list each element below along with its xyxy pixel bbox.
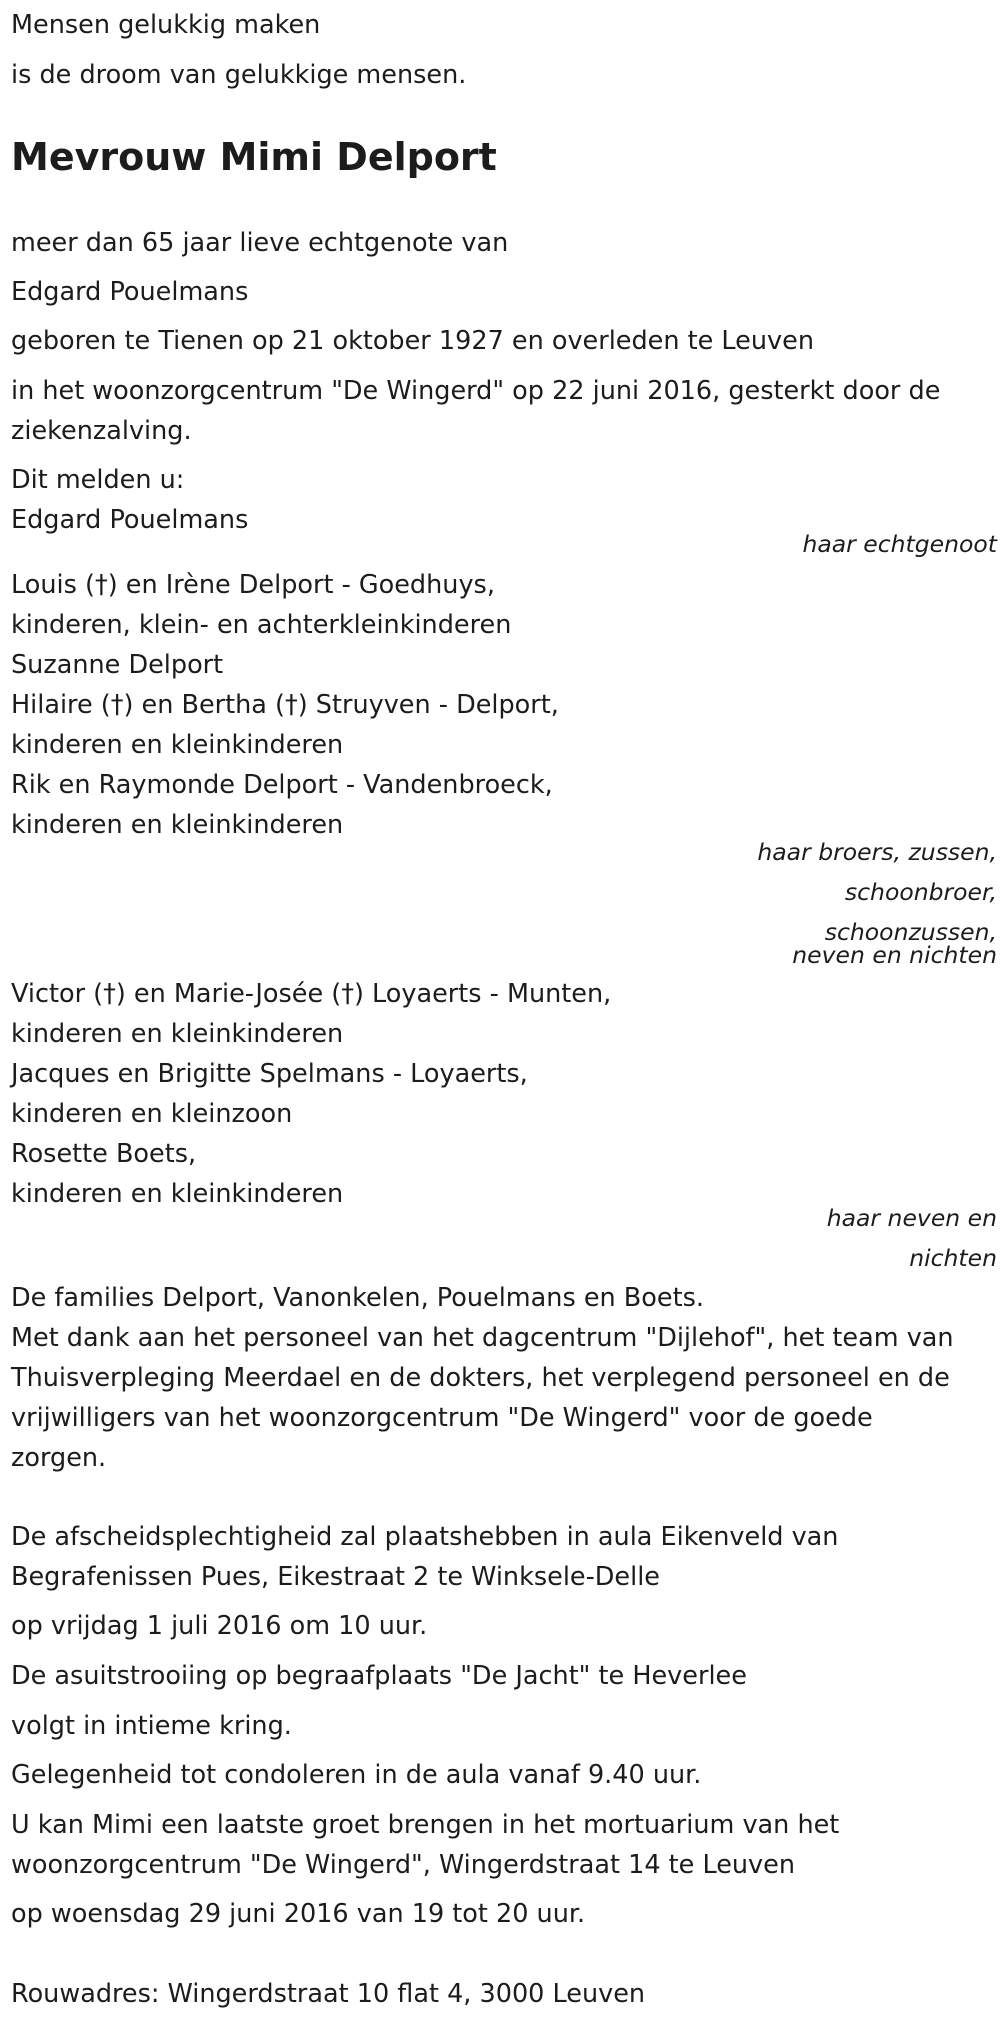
relation-label: haar echtgenoot (802, 530, 997, 558)
ceremony-line: De afscheidsplechtigheid zal plaatshebben in aula Eikenveld van (11, 1522, 839, 1552)
intro-line: geboren te Tienen op 21 oktober 1927 en overleden te Leuven (11, 326, 814, 356)
ceremony-line: De asuitstrooiing op begraafplaats "De Jacht" te Heverlee (11, 1661, 747, 1691)
ceremony-line: op woensdag 29 juni 2016 van 19 tot 20 uur. (11, 1899, 586, 1929)
thanks-line: Met dank aan het personeel van het dagcentrum "Dijlehof", het team van (11, 1323, 954, 1353)
family-line: Rik en Raymonde Delport - Vandenbroeck, (11, 770, 553, 800)
relation-label: nichten (909, 1244, 997, 1272)
relation-label: haar neven en (826, 1204, 997, 1232)
intro-line: ziekenzalving. (11, 416, 192, 446)
family-line: Victor (†) en Marie-Josée (†) Loyaerts - Munten, (11, 979, 612, 1009)
family-line: Louis (†) en Irène Delport - Goedhuys, (11, 570, 495, 600)
intro-line: Edgard Pouelmans (11, 505, 249, 535)
family-line: Suzanne Delport (11, 650, 224, 680)
ceremony-line: op vrijdag 1 juli 2016 om 10 uur. (11, 1611, 428, 1641)
intro-line: Edgard Pouelmans (11, 277, 249, 307)
deceased-name: Mevrouw Mimi Delport (11, 135, 497, 179)
relation-label: schoonzussen, (824, 918, 997, 946)
thanks-line: zorgen. (11, 1443, 107, 1473)
intro-line: meer dan 65 jaar lieve echtgenote van (11, 228, 509, 258)
relation-label: haar broers, zussen, (757, 838, 997, 866)
family-line: kinderen en kleinkinderen (11, 730, 344, 760)
families-line: De families Delport, Vanonkelen, Pouelmans en Boets. (11, 1283, 704, 1313)
relation-label: schoonbroer, (844, 878, 997, 906)
family-line: kinderen en kleinkinderen (11, 1179, 344, 1209)
family-line: kinderen en kleinzoon (11, 1099, 293, 1129)
thanks-line: Thuisverpleging Meerdael en de dokters, het verplegend personeel en de (11, 1363, 950, 1393)
family-line: Hilaire (†) en Bertha (†) Struyven - Delport, (11, 690, 559, 720)
mourning-address: Rouwadres: Wingerdstraat 10 flat 4, 3000 Leuven (11, 1979, 646, 2009)
family-line: kinderen en kleinkinderen (11, 1019, 344, 1049)
ceremony-line: volgt in intieme kring. (11, 1711, 292, 1741)
ceremony-line: Begrafenissen Pues, Eikestraat 2 te Winksele-Delle (11, 1562, 660, 1592)
family-line: Rosette Boets, (11, 1139, 197, 1169)
ceremony-line: Gelegenheid tot condoleren in de aula vanaf 9.40 uur. (11, 1760, 702, 1790)
ceremony-line: U kan Mimi een laatste groet brengen in het mortuarium van het (11, 1810, 840, 1840)
intro-line: Dit melden u: (11, 465, 185, 495)
motto-line: is de droom van gelukkige mensen. (11, 60, 467, 90)
motto-line: Mensen gelukkig maken (11, 10, 321, 40)
relation-label: neven en nichten (792, 941, 997, 969)
family-line: kinderen en kleinkinderen (11, 810, 344, 840)
ceremony-line: woonzorgcentrum "De Wingerd", Wingerdstraat 14 te Leuven (11, 1850, 796, 1880)
thanks-line: vrijwilligers van het woonzorgcentrum "De Wingerd" voor de goede (11, 1403, 873, 1433)
intro-line: in het woonzorgcentrum "De Wingerd" op 22 juni 2016, gesterkt door de (11, 376, 941, 406)
family-line: kinderen, klein- en achterkleinkinderen (11, 610, 512, 640)
family-line: Jacques en Brigitte Spelmans - Loyaerts, (11, 1059, 528, 1089)
